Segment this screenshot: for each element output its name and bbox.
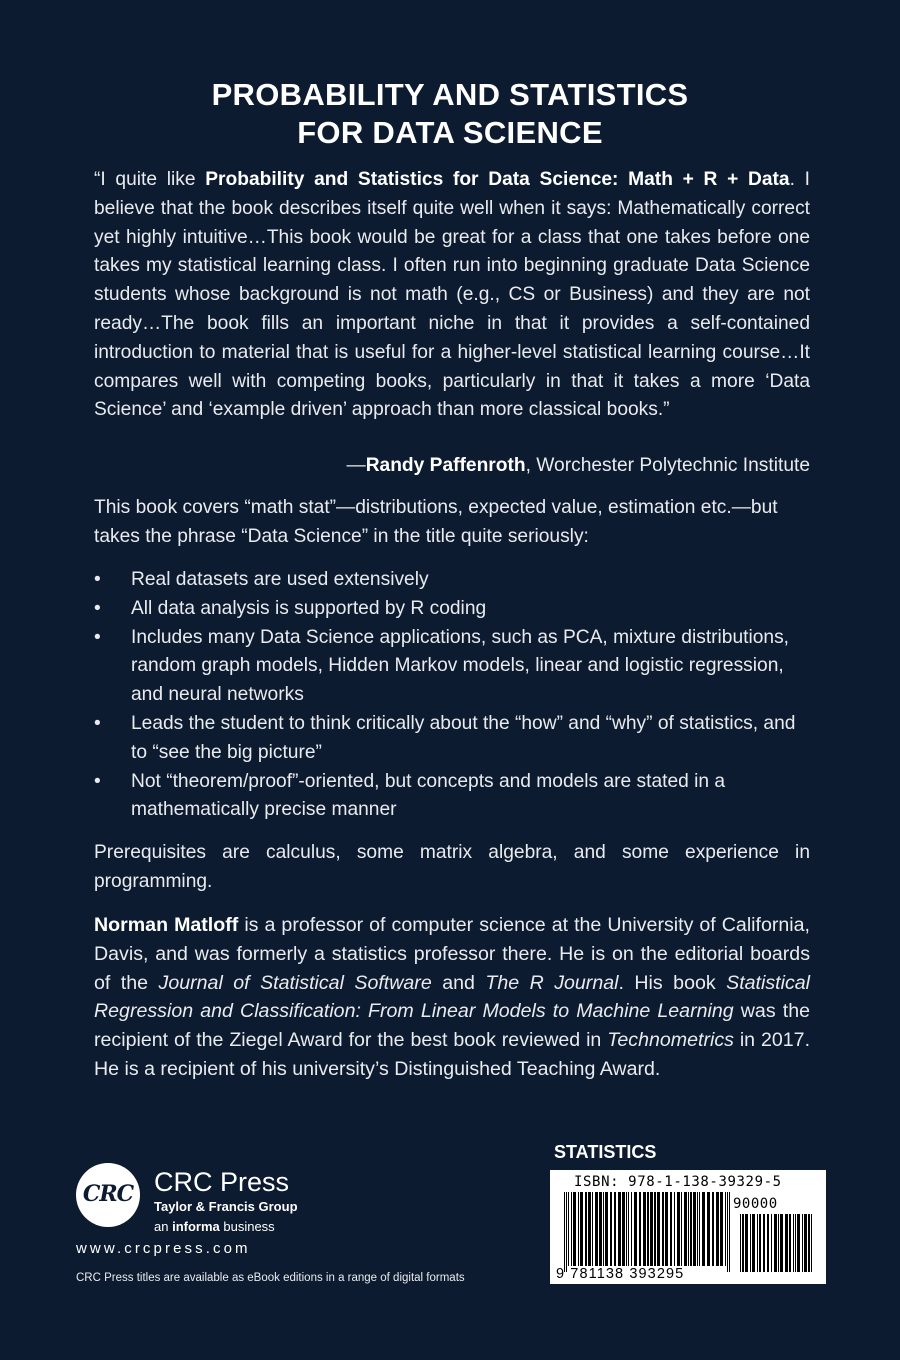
barcode-bar — [697, 1192, 698, 1266]
barcode-bar — [580, 1192, 583, 1266]
barcode-bar — [654, 1192, 656, 1266]
business-prefix: an — [154, 1219, 173, 1234]
addon-bar — [778, 1214, 779, 1272]
barcode-bar — [588, 1192, 591, 1266]
addon-bar — [763, 1214, 765, 1272]
prerequisites-paragraph: Prerequisites are calculus, some matrix algebra, and some experience in programming. — [94, 842, 810, 892]
barcode-bar — [605, 1192, 608, 1266]
barcode-guard-bar — [564, 1192, 565, 1272]
quote-book-title: Probability and Statistics for Data Science: Math + R + Data — [205, 169, 790, 190]
barcode-bar — [571, 1192, 572, 1266]
barcode-bar — [603, 1192, 604, 1266]
barcode-bar — [702, 1192, 705, 1266]
technometrics-title: Technometrics — [607, 1029, 734, 1052]
publisher-name: CRC Press — [154, 1167, 290, 1197]
review-quote — [94, 166, 810, 425]
barcode-bar — [662, 1192, 664, 1266]
barcode-bar — [684, 1192, 687, 1266]
addon-bar — [774, 1214, 777, 1272]
addon-bar — [795, 1214, 796, 1272]
barcode-bar — [725, 1192, 726, 1266]
addon-bar — [767, 1214, 769, 1272]
author-bio-text: and — [431, 971, 486, 994]
barcode-bar — [622, 1192, 625, 1266]
addon-bar — [804, 1214, 807, 1272]
barcode-bar — [647, 1192, 649, 1266]
addon-bar — [789, 1214, 791, 1272]
addon-bar — [811, 1214, 812, 1272]
journal-title-2: The R Journal — [485, 971, 619, 994]
barcode-bar — [578, 1192, 579, 1266]
author-bio-text: is a professor of computer science at the University of California, Davis, and was formerly a statistics professor there. He is on the editorial boards of the — [94, 914, 810, 994]
quote-open: “I quite like — [94, 169, 206, 190]
barcode-bar — [585, 1192, 587, 1266]
quote-attribution — [94, 452, 810, 481]
addon-bar — [742, 1214, 744, 1272]
barcode-bar — [699, 1192, 700, 1266]
author-name: Norman Matloff — [94, 914, 239, 936]
barcode-bar — [631, 1192, 632, 1266]
barcode-digits: 9 781138 393295 — [556, 1266, 685, 1282]
barcode-bar — [610, 1192, 612, 1266]
barcode-bar — [674, 1192, 675, 1266]
attribution-dash: — — [346, 455, 366, 476]
journal-title-1: Journal of Statistical Software — [158, 971, 432, 994]
ebook-note: CRC Press titles are available as eBook editions in a range of digital formats — [76, 1272, 465, 1284]
barcode-bar — [628, 1192, 629, 1266]
author-bio-text: . His book — [618, 971, 727, 994]
addon-bar — [793, 1214, 794, 1272]
barcode-guard-bar — [729, 1192, 730, 1272]
barcode-bar — [712, 1192, 714, 1266]
barcode-bar — [657, 1192, 660, 1266]
barcode-bar — [643, 1192, 646, 1266]
barcode-bar — [670, 1192, 672, 1266]
barcode-bar — [595, 1192, 598, 1266]
addon-bar — [745, 1214, 748, 1272]
barcode-bar — [592, 1192, 593, 1266]
list-item: • Not “theorem/proof”-oriented, but concepts and models are stated in a mathematically precise manner — [94, 768, 810, 826]
publisher-group: Taylor & Francis Group — [154, 1199, 298, 1214]
barcode-bar — [573, 1192, 576, 1266]
price-addon: 90000 — [733, 1196, 778, 1212]
covers-paragraph: This book covers “math stat”—distributions, expected value, estimation etc.—but takes the phrase “Data Science” in the title quite seriously: — [94, 497, 778, 547]
addon-bar — [797, 1214, 800, 1272]
publisher-business — [154, 1219, 275, 1235]
addon-bar — [759, 1214, 761, 1272]
addon-bar — [785, 1214, 788, 1272]
barcode-bar — [693, 1192, 696, 1266]
author-book-title: Statistical Regression and Classification: From Linear Models to Machine Learning — [94, 971, 810, 1023]
addon-bar — [752, 1214, 755, 1272]
addon-bar — [771, 1214, 772, 1272]
book-title — [0, 76, 900, 152]
addon-bar — [802, 1214, 803, 1272]
title-line-1: PROBABILITY AND STATISTICS — [211, 77, 689, 112]
list-item: • Real datasets are used extensively — [94, 566, 810, 595]
title-line-2: FOR DATA SCIENCE — [297, 115, 603, 150]
isbn-label: ISBN: 978-1-138-39329-5 — [574, 1174, 782, 1190]
barcode-bar — [665, 1192, 668, 1266]
feature-list — [94, 566, 810, 825]
addon-bar — [740, 1214, 741, 1272]
author-bio — [94, 911, 810, 1084]
addon-bar — [757, 1214, 758, 1272]
barcode-bar — [688, 1192, 689, 1266]
addon-bar — [808, 1214, 810, 1272]
barcode-bar — [677, 1192, 680, 1266]
barcode-bar — [716, 1192, 719, 1266]
subject-label: STATISTICS — [554, 1142, 657, 1162]
author-bio-text: in 2017. He is a recipient of his university’s Distinguished Teaching Award. — [94, 1029, 811, 1080]
author-bio-text: was the recipient of the Ziegel Award for the best book reviewed in — [94, 1000, 810, 1052]
barcode-guard-bar — [727, 1192, 728, 1272]
barcode-bar — [634, 1192, 637, 1266]
business-informa: informa — [172, 1219, 220, 1234]
barcode-bar — [681, 1192, 682, 1266]
business-suffix: business — [219, 1219, 275, 1234]
list-item: • Leads the student to think critically about the “how” and “why” of statistics, and to “see the big picture” — [94, 710, 810, 768]
barcode-bar — [707, 1192, 710, 1266]
crc-logo-text: CRC — [82, 1181, 134, 1207]
barcode-guard-bar — [566, 1192, 567, 1272]
barcode-bar — [614, 1192, 616, 1266]
addon-bar — [750, 1214, 751, 1272]
attribution-affiliation: , Worchester Polytechnic Institute — [525, 455, 810, 476]
barcode-bar — [618, 1192, 621, 1266]
barcode-bar — [568, 1192, 569, 1266]
barcode-bar — [650, 1192, 653, 1266]
barcode-bar — [626, 1192, 627, 1266]
attribution-name: Randy Paffenroth — [365, 455, 526, 476]
list-item: • All data analysis is supported by R coding — [94, 595, 810, 624]
addon-bar — [780, 1214, 783, 1272]
list-item: • Includes many Data Science applications, such as PCA, mixture distributions, random graph models, Hidden Markov models, linear and logistic regression, and neural networks — [94, 624, 810, 710]
publisher-url[interactable]: www.crcpress.com — [76, 1240, 251, 1257]
quote-body: . I believe that the book describes itself quite well when it says: Mathematically correct yet highly intuitive…This book would be great for a class that one takes before one takes my statistical learning class. I often run into beginning graduate Data Science students whose background is not math (e.g., CS or Business) and they are not ready…The book fills an important niche in that it provides a self-contained introduction to material that is useful for a higher-level statistical learning course…It compares well with competing books, particularly in that it takes a more ‘Data Science’ and ‘example driven’ approach than more classical books.” — [94, 169, 810, 421]
barcode-bar — [639, 1192, 641, 1266]
barcode-bar — [599, 1192, 602, 1266]
crc-logo — [76, 1163, 140, 1227]
barcode-bar — [690, 1192, 692, 1266]
barcode-bar — [720, 1192, 723, 1266]
